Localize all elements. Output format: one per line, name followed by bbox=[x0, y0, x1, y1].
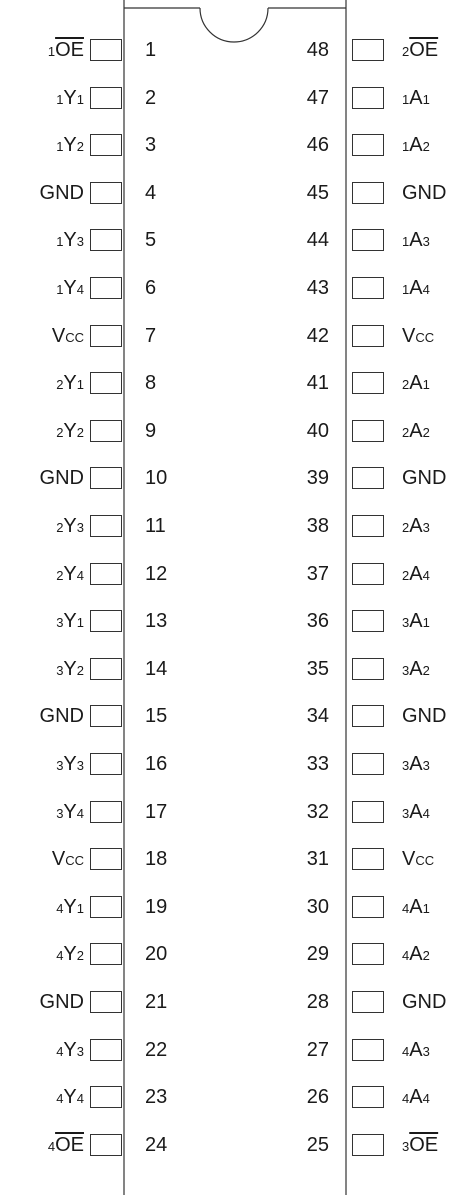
pin-label-base: V bbox=[402, 325, 416, 347]
pin-label-base: A bbox=[409, 658, 423, 680]
pin-number-41: 41 bbox=[306, 372, 329, 394]
pin-label-base: Y bbox=[63, 87, 77, 109]
pin-pad-12 bbox=[90, 563, 122, 585]
pin-label-subscript: 1 bbox=[76, 615, 84, 630]
pin-pad-20 bbox=[90, 943, 122, 965]
pin-label-subscript: 2 bbox=[422, 663, 430, 678]
pin-label-prefix: 3 bbox=[402, 1139, 410, 1154]
pin-label-base: A bbox=[409, 943, 423, 965]
pin-label-subscript: 2 bbox=[422, 948, 430, 963]
pin-label-base: $\overline{OE}$ bbox=[409, 1134, 439, 1156]
pin-number-37: 37 bbox=[306, 563, 329, 585]
pin-label-5 bbox=[56, 229, 84, 253]
pin-label-prefix: 2 bbox=[56, 568, 64, 583]
pin-number-15: 15 bbox=[145, 705, 168, 727]
pin-label-base: $\overline{OE}$ bbox=[409, 39, 439, 61]
pin-label-prefix: 4 bbox=[56, 901, 64, 916]
pin-label-base: Y bbox=[63, 515, 77, 537]
pin-label-base: GND bbox=[39, 705, 84, 727]
pin-label-base: A bbox=[409, 515, 423, 537]
pin-label-base: A bbox=[409, 1039, 423, 1061]
pin-pad-23 bbox=[90, 1086, 122, 1108]
pin-number-36: 36 bbox=[306, 610, 329, 632]
pin-label-35 bbox=[402, 658, 430, 682]
pin-label-37 bbox=[402, 563, 430, 587]
pin-label-base: Y bbox=[63, 277, 77, 299]
pin-number-18: 18 bbox=[145, 848, 168, 870]
pin-label-22 bbox=[56, 1039, 84, 1063]
pin-label-prefix: 1 bbox=[402, 139, 410, 154]
pin-pad-17 bbox=[90, 801, 122, 823]
pin-label-subscript: 4 bbox=[76, 1091, 84, 1106]
pin-label-base: Y bbox=[63, 610, 77, 632]
pin-label-43 bbox=[402, 277, 430, 301]
pin-label-base: A bbox=[409, 1086, 423, 1108]
pin-label-subscript: 2 bbox=[76, 948, 84, 963]
pin-pad-39 bbox=[352, 467, 384, 489]
pin-pad-33 bbox=[352, 753, 384, 775]
pin-pad-7 bbox=[90, 325, 122, 347]
pin-label-base: GND bbox=[39, 182, 84, 204]
pin-pad-26 bbox=[352, 1086, 384, 1108]
pin-pad-27 bbox=[352, 1039, 384, 1061]
pin-label-base: A bbox=[409, 896, 423, 918]
pin-label-subscript: 1 bbox=[76, 377, 84, 392]
pin-pad-44 bbox=[352, 229, 384, 251]
pin-pad-11 bbox=[90, 515, 122, 537]
pin-number-21: 21 bbox=[145, 991, 168, 1013]
pin-label-7 bbox=[52, 325, 84, 349]
pin-number-3: 3 bbox=[145, 134, 157, 156]
pin-number-10: 10 bbox=[145, 467, 168, 489]
pin-number-42: 42 bbox=[306, 325, 329, 347]
pin-label-1 bbox=[48, 39, 84, 63]
pin-label-subscript: 3 bbox=[76, 1044, 84, 1059]
pin-pad-6 bbox=[90, 277, 122, 299]
pin-label-subscript: 3 bbox=[76, 234, 84, 249]
pin-label-prefix: 2 bbox=[402, 568, 410, 583]
pin-label-base: Y bbox=[63, 943, 77, 965]
pin-number-31: 31 bbox=[306, 848, 329, 870]
pin-label-base: Y bbox=[63, 229, 77, 251]
pin-label-base: Y bbox=[63, 563, 77, 585]
pin-number-43: 43 bbox=[306, 277, 329, 299]
pin-label-34 bbox=[402, 705, 446, 727]
pin-number-19: 19 bbox=[145, 896, 168, 918]
pin-label-base: GND bbox=[402, 182, 447, 204]
pin-pad-5 bbox=[90, 229, 122, 251]
pin-label-base: A bbox=[409, 87, 423, 109]
pin-label-48 bbox=[402, 39, 438, 63]
pin-label-subscript: CC bbox=[65, 330, 84, 345]
pin-label-32 bbox=[402, 801, 430, 825]
pin-pad-42 bbox=[352, 325, 384, 347]
pin-label-38 bbox=[402, 515, 430, 539]
pin-label-prefix: 4 bbox=[402, 1044, 410, 1059]
pin-label-20 bbox=[56, 943, 84, 967]
pin-pad-38 bbox=[352, 515, 384, 537]
pin-label-subscript: CC bbox=[415, 330, 435, 345]
pin-pad-22 bbox=[90, 1039, 122, 1061]
pin-label-prefix: 3 bbox=[402, 663, 410, 678]
pin-label-base: $\overline{OE}$ bbox=[55, 1134, 84, 1156]
pin-label-subscript: 3 bbox=[422, 520, 430, 535]
pin-label-prefix: 2 bbox=[56, 425, 64, 440]
pin-number-44: 44 bbox=[306, 229, 329, 251]
pin-label-prefix: 4 bbox=[47, 1139, 56, 1154]
pin-number-1: 1 bbox=[145, 39, 157, 61]
pin-number-29: 29 bbox=[306, 943, 329, 965]
pin-label-3 bbox=[56, 134, 84, 158]
pin-label-29 bbox=[402, 943, 430, 967]
pin-number-9: 9 bbox=[145, 420, 157, 442]
pin-label-prefix: 3 bbox=[56, 615, 64, 630]
pin-label-base: Y bbox=[63, 753, 77, 775]
pin-label-base: Y bbox=[63, 801, 77, 823]
pin-number-47: 47 bbox=[306, 87, 329, 109]
pin-label-prefix: 2 bbox=[402, 520, 410, 535]
pin-label-subscript: 4 bbox=[76, 282, 84, 297]
pin-label-base: V bbox=[402, 848, 416, 870]
pin-pad-47 bbox=[352, 87, 384, 109]
pin-label-base: GND bbox=[39, 991, 84, 1013]
pin-pad-46 bbox=[352, 134, 384, 156]
pin-label-base: V bbox=[51, 325, 66, 347]
pin-label-prefix: 4 bbox=[402, 1091, 410, 1106]
pin-number-17: 17 bbox=[145, 801, 168, 823]
pin-label-10 bbox=[40, 467, 84, 489]
pin-number-7: 7 bbox=[145, 325, 157, 347]
pin-pad-2 bbox=[90, 87, 122, 109]
pin-label-subscript: 4 bbox=[422, 282, 430, 297]
pin-number-11: 11 bbox=[145, 515, 166, 537]
pin-label-28 bbox=[402, 991, 446, 1013]
pin-pad-4 bbox=[90, 182, 122, 204]
pin-label-16 bbox=[56, 753, 84, 777]
pin-number-13: 13 bbox=[145, 610, 168, 632]
pin-number-40: 40 bbox=[306, 420, 329, 442]
pin-label-12 bbox=[56, 563, 84, 587]
pin-pad-3 bbox=[90, 134, 122, 156]
pin-label-prefix: 1 bbox=[56, 282, 64, 297]
pin-label-subscript: 1 bbox=[76, 901, 84, 916]
pin-number-46: 46 bbox=[306, 134, 329, 156]
pin-pad-24 bbox=[90, 1134, 122, 1156]
pin-label-prefix: 3 bbox=[56, 806, 64, 821]
pin-number-24: 24 bbox=[145, 1134, 168, 1156]
pin-label-15 bbox=[40, 705, 84, 727]
pin-label-prefix: 2 bbox=[402, 44, 410, 59]
pin-label-26 bbox=[402, 1086, 430, 1110]
pin-label-17 bbox=[56, 801, 84, 825]
pin-label-2 bbox=[56, 87, 84, 111]
pin-label-45 bbox=[402, 182, 446, 204]
pin-label-prefix: 1 bbox=[56, 92, 64, 107]
pin-label-39 bbox=[402, 467, 446, 489]
pin-label-prefix: 4 bbox=[56, 948, 64, 963]
pin-label-subscript: 1 bbox=[422, 377, 430, 392]
pin-label-prefix: 2 bbox=[402, 377, 410, 392]
pin-number-45: 45 bbox=[306, 182, 329, 204]
pin-label-21 bbox=[40, 991, 84, 1013]
pin-label-base: A bbox=[409, 134, 423, 156]
pin-pad-28 bbox=[352, 991, 384, 1013]
pin-pad-19 bbox=[90, 896, 122, 918]
pin-label-6 bbox=[56, 277, 84, 301]
pin-pad-32 bbox=[352, 801, 384, 823]
pin-label-prefix: 1 bbox=[56, 139, 64, 154]
pin-label-base: Y bbox=[63, 658, 77, 680]
pin-pad-21 bbox=[90, 991, 122, 1013]
pin-label-prefix: 3 bbox=[402, 758, 410, 773]
pin-number-33: 33 bbox=[306, 753, 329, 775]
pin-number-27: 27 bbox=[306, 1039, 329, 1061]
pin-label-subscript: 4 bbox=[422, 1091, 430, 1106]
pin-pad-9 bbox=[90, 420, 122, 442]
pin-label-prefix: 4 bbox=[56, 1091, 64, 1106]
pin-label-25 bbox=[402, 1134, 438, 1158]
pin-label-subscript: 2 bbox=[76, 139, 84, 154]
pin-label-subscript: 3 bbox=[422, 1044, 430, 1059]
pin-label-47 bbox=[402, 87, 430, 111]
pin-label-subscript: 1 bbox=[422, 615, 430, 630]
pin-label-base: A bbox=[409, 229, 423, 251]
pin-number-34: 34 bbox=[306, 705, 329, 727]
pin-label-subscript: CC bbox=[415, 853, 435, 868]
pin-label-prefix: 1 bbox=[402, 282, 410, 297]
pin-number-14: 14 bbox=[145, 658, 168, 680]
pin-label-base: Y bbox=[63, 1086, 77, 1108]
pin-pad-13 bbox=[90, 610, 122, 632]
pin-label-subscript: 1 bbox=[422, 901, 430, 916]
pin-label-base: Y bbox=[63, 896, 77, 918]
pin-pad-15 bbox=[90, 705, 122, 727]
pin-label-subscript: 2 bbox=[76, 425, 84, 440]
pin-pad-1 bbox=[90, 39, 122, 61]
pin-label-subscript: 3 bbox=[422, 234, 430, 249]
pin-label-8 bbox=[56, 372, 84, 396]
pin-label-24 bbox=[48, 1134, 84, 1158]
pin-label-31 bbox=[402, 848, 434, 872]
pin-pad-18 bbox=[90, 848, 122, 870]
pin-label-base: A bbox=[409, 420, 423, 442]
pin-number-39: 39 bbox=[306, 467, 329, 489]
pin-pad-36 bbox=[352, 610, 384, 632]
pin-pad-16 bbox=[90, 753, 122, 775]
pin-number-38: 38 bbox=[306, 515, 329, 537]
pin-label-base: V bbox=[51, 848, 66, 870]
pin-label-base: Y bbox=[63, 1039, 77, 1061]
pin-number-35: 35 bbox=[306, 658, 329, 680]
pin-label-subscript: 4 bbox=[422, 568, 430, 583]
pin-pad-31 bbox=[352, 848, 384, 870]
pin-pad-40 bbox=[352, 420, 384, 442]
pin-label-prefix: 2 bbox=[56, 520, 64, 535]
pin-label-base: A bbox=[409, 801, 423, 823]
pin-label-11 bbox=[56, 515, 84, 539]
pin-pad-14 bbox=[90, 658, 122, 680]
pin-label-42 bbox=[402, 325, 434, 349]
pin-number-12: 12 bbox=[145, 563, 168, 585]
pin-number-8: 8 bbox=[145, 372, 157, 394]
pin-label-prefix: 3 bbox=[56, 758, 64, 773]
pin-label-subscript: CC bbox=[65, 853, 84, 868]
pin-label-prefix: 2 bbox=[402, 425, 410, 440]
pin-pad-25 bbox=[352, 1134, 384, 1156]
pin-pad-29 bbox=[352, 943, 384, 965]
pin-label-prefix: 3 bbox=[56, 663, 64, 678]
pin-number-4: 4 bbox=[145, 182, 157, 204]
pin-label-subscript: 4 bbox=[76, 568, 84, 583]
pin-label-44 bbox=[402, 229, 430, 253]
pin-label-base: GND bbox=[402, 991, 447, 1013]
pin-label-23 bbox=[56, 1086, 84, 1110]
pin-number-48: 48 bbox=[306, 39, 329, 61]
pin-number-5: 5 bbox=[145, 229, 157, 251]
pin-label-33 bbox=[402, 753, 430, 777]
pin-label-subscript: 1 bbox=[76, 92, 84, 107]
pin-label-9 bbox=[56, 420, 84, 444]
pin-label-base: GND bbox=[39, 467, 84, 489]
pin-label-prefix: 4 bbox=[402, 948, 410, 963]
pin-label-base: Y bbox=[63, 134, 77, 156]
pin-label-base: $\overline{OE}$ bbox=[55, 39, 84, 61]
pin-label-base: Y bbox=[63, 420, 77, 442]
pin-label-base: GND bbox=[402, 467, 447, 489]
pin-number-32: 32 bbox=[306, 801, 329, 823]
pin-label-base: A bbox=[409, 753, 423, 775]
pin-number-28: 28 bbox=[306, 991, 329, 1013]
pin-number-26: 26 bbox=[306, 1086, 329, 1108]
pin-label-subscript: 2 bbox=[422, 139, 430, 154]
pin-number-30: 30 bbox=[306, 896, 329, 918]
pin-label-prefix: 1 bbox=[56, 234, 64, 249]
pin-label-14 bbox=[56, 658, 84, 682]
pin-number-25: 25 bbox=[306, 1134, 329, 1156]
pin-label-4 bbox=[40, 182, 84, 204]
pin-number-23: 23 bbox=[145, 1086, 168, 1108]
pin-label-prefix: 3 bbox=[402, 615, 410, 630]
pin-label-subscript: 3 bbox=[76, 520, 84, 535]
pin-label-subscript: 3 bbox=[76, 758, 84, 773]
pin-label-subscript: 4 bbox=[76, 806, 84, 821]
pin-number-22: 22 bbox=[145, 1039, 168, 1061]
pin-label-subscript: 3 bbox=[422, 758, 430, 773]
pin-label-base: A bbox=[409, 563, 423, 585]
pin-pad-48 bbox=[352, 39, 384, 61]
pin-label-base: A bbox=[409, 372, 423, 394]
pin-pad-37 bbox=[352, 563, 384, 585]
pin-label-prefix: 4 bbox=[402, 901, 410, 916]
pin-pad-45 bbox=[352, 182, 384, 204]
pin-label-prefix: 4 bbox=[56, 1044, 64, 1059]
pin-label-13 bbox=[56, 610, 84, 634]
pin-label-base: GND bbox=[402, 705, 447, 727]
pin-label-base: A bbox=[409, 277, 423, 299]
pin-label-base: A bbox=[409, 610, 423, 632]
pin-label-40 bbox=[402, 420, 430, 444]
pin-number-20: 20 bbox=[145, 943, 168, 965]
pin-label-subscript: 4 bbox=[422, 806, 430, 821]
pin-pad-35 bbox=[352, 658, 384, 680]
pin-label-19 bbox=[56, 896, 84, 920]
pin-label-prefix: 2 bbox=[56, 377, 64, 392]
pin-label-prefix: 1 bbox=[402, 234, 410, 249]
pin-label-30 bbox=[402, 896, 430, 920]
pin-label-subscript: 2 bbox=[422, 425, 430, 440]
pin-pad-41 bbox=[352, 372, 384, 394]
pin-label-prefix: 3 bbox=[402, 806, 410, 821]
pin-pad-10 bbox=[90, 467, 122, 489]
pin-number-6: 6 bbox=[145, 277, 157, 299]
pin-label-prefix: 1 bbox=[402, 92, 410, 107]
pin-label-prefix: 1 bbox=[47, 44, 56, 59]
pin-pad-30 bbox=[352, 896, 384, 918]
pin-pad-34 bbox=[352, 705, 384, 727]
pin-number-16: 16 bbox=[145, 753, 168, 775]
pin-label-41 bbox=[402, 372, 430, 396]
pin-pad-43 bbox=[352, 277, 384, 299]
pin-label-36 bbox=[402, 610, 430, 634]
pin-label-base: Y bbox=[63, 372, 77, 394]
pin-number-2: 2 bbox=[145, 87, 157, 109]
pin-label-46 bbox=[402, 134, 430, 158]
pin-label-18 bbox=[52, 848, 84, 872]
pin-label-subscript: 2 bbox=[76, 663, 84, 678]
pin-label-subscript: 1 bbox=[422, 92, 430, 107]
pin-pad-8 bbox=[90, 372, 122, 394]
pin-label-27 bbox=[402, 1039, 430, 1063]
